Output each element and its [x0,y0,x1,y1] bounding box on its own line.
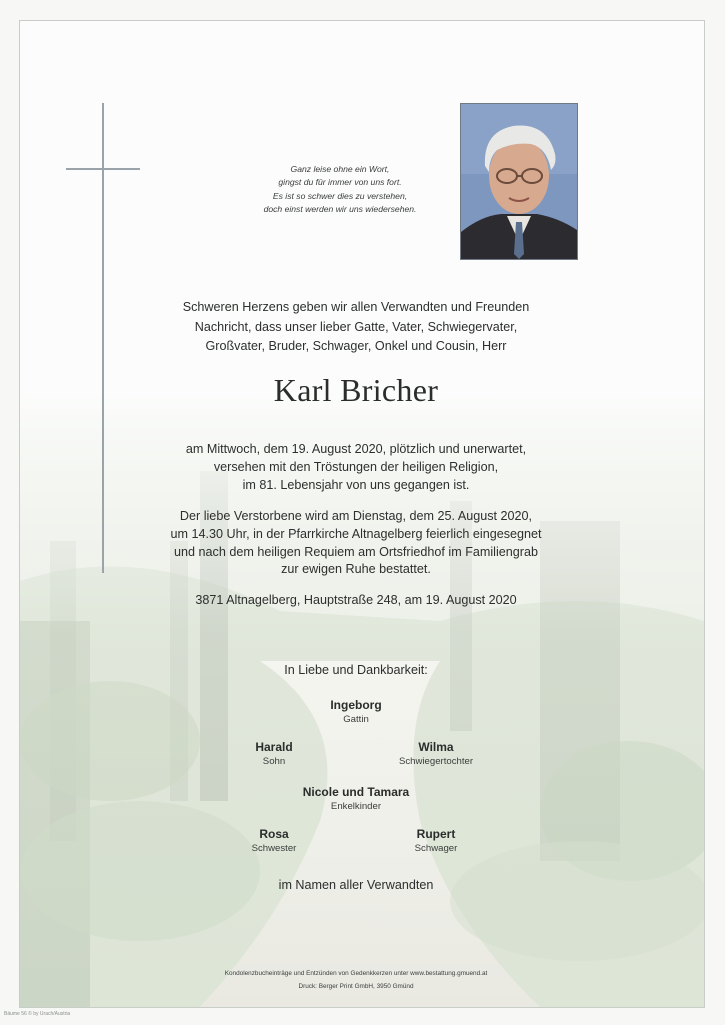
death-line: am Mittwoch, dem 19. August 2020, plötzlich und unerwartet, [185,442,527,456]
death-line: versehen mit den Tröstungen der heiligen Religion, [213,459,499,474]
image-credit-stamp: Bäume 56 © by Urach/Austria [4,1011,71,1017]
funeral-line: um 14.30 Uhr, in der Pfarrkirche Altnagelberg feierlich eingesegnet [170,526,542,541]
intro-line: Großvater, Bruder, Schwager, Onkel und Cousin, Herr [205,339,507,354]
memorial-poem [240,163,440,217]
intro-line: Schweren Herzens geben wir allen Verwandten und Freunden [182,300,530,314]
footer-condolence-line: Kondolenzbucheinträge und Entzünden von Gedenkkerzen unter www.bestattung.gmuend.at [224,970,488,977]
mourner-ingeborg [266,697,446,727]
funeral-line: zur ewigen Ruhe bestattet. [281,562,431,577]
footer-printer-line: Druck: Berger Print GmbH, 3950 Gmünd [298,983,414,990]
mourner-role: Schwester [251,843,297,854]
cross-horizontal-bar [66,168,140,170]
mourner-name: Rosa [259,827,289,841]
mourner-role: Gattin [343,714,369,725]
mourner-role: Enkelkinder [330,801,382,812]
mourner-harald [184,739,364,769]
funeral-line: und nach dem heiligen Requiem am Ortsfriedhof im Familiengrab [174,544,538,559]
poem-line: doch einst werden wir uns wiedersehen. [263,204,417,215]
mourner-name: Harald [255,740,293,754]
mourner-name: Nicole und Tamara [302,785,410,799]
mourner-name: Wilma [418,740,454,754]
mourner-rosa [184,826,364,856]
mourner-wilma [346,739,526,769]
portrait-photo-image [461,104,577,259]
mourner-name: Rupert [416,827,456,841]
deceased-name: Karl Bricher [273,372,439,408]
mourner-role: Schwiegertochter [398,756,474,767]
poem-line: Es ist so schwer dies zu verstehen, [272,190,408,201]
funeral-line: Der liebe Verstorbene wird am Dienstag, dem 25. August 2020, [179,509,533,523]
death-line: im 81. Lebensjahr von uns gegangen ist. [242,477,470,492]
mourner-role: Schwager [414,843,458,854]
death-paragraph [140,441,572,494]
poem-line: gingst du für immer von uns fort. [278,177,402,188]
closing-line: im Namen aller Verwandten [278,878,434,892]
place-and-date: 3871 Altnagelberg, Hauptstraße 248, am 19. August 2020 [195,593,517,607]
mourner-role: Sohn [262,756,286,767]
cross-vertical-bar [102,103,104,573]
mourner-name: Ingeborg [330,698,382,712]
announcement-intro [150,298,562,357]
portrait-photo [460,103,578,260]
mourner-nicole-und-tamara [266,784,446,814]
intro-line: Nachricht, dass unser lieber Gatte, Vater, Schwiegervater, [194,319,518,334]
poem-line: Ganz leise ohne ein Wort, [290,164,390,174]
mourner-rupert [346,826,526,856]
funeral-paragraph [140,508,572,579]
thanks-heading: In Liebe und Dankbarkeit: [284,663,428,677]
